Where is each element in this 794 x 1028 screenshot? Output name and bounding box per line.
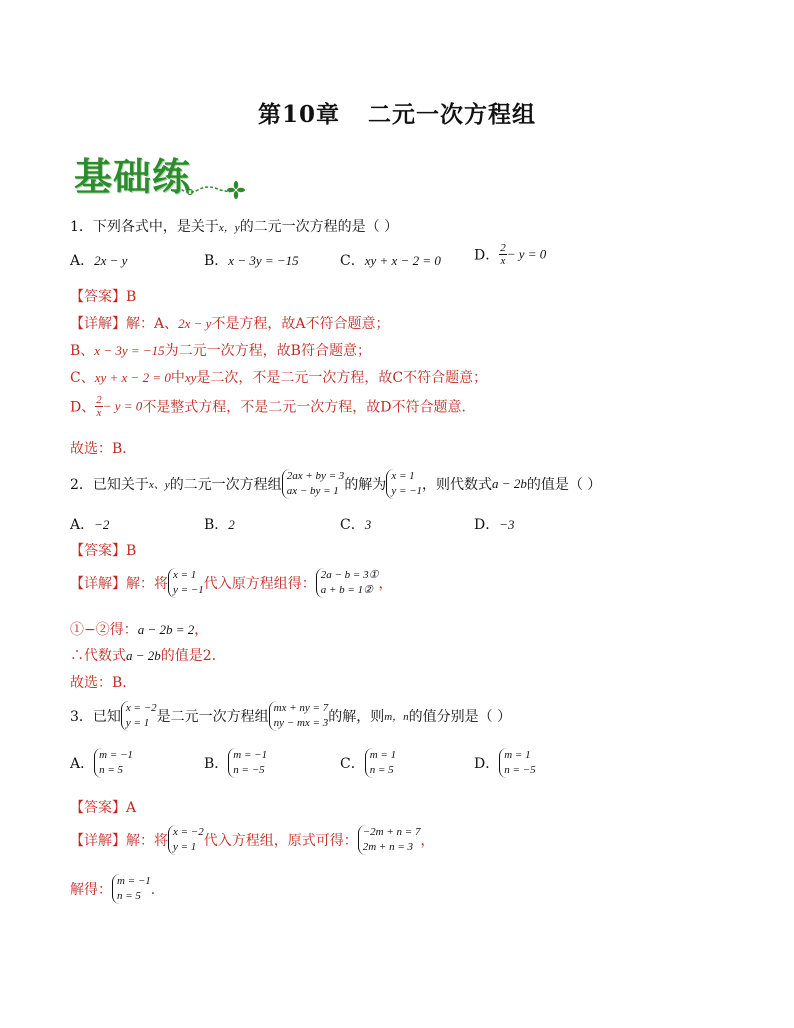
q3-option-b[interactable]: B． m = −1 n = −5: [204, 749, 268, 776]
q2-detail: 【详解】解：将 x = 1 y = −1 代入原方程组得： 2a − b = 3① a + b = 1② ，: [70, 569, 393, 596]
q2-choose: 故选：B．: [70, 675, 137, 691]
q1-detail-b: B、x − 3y = −15为二元一次方程，故B符合题意；: [70, 343, 371, 359]
q1-option-b[interactable]: B．x − 3y = −15: [204, 253, 299, 269]
solution-system: x = 1 y = −1: [386, 469, 422, 499]
vine-decoration-icon: [74, 146, 254, 200]
q2-option-c[interactable]: C．3: [340, 517, 372, 533]
page-title: [0, 96, 794, 129]
q1-option-a[interactable]: A．2x − y: [70, 253, 128, 269]
q3-option-d[interactable]: D． m = 1 n = −5: [474, 749, 536, 776]
q1-stem: 1．下列各式中，是关于x，y的二元一次方程的是（ ）: [70, 219, 399, 235]
q3-answer: 【答案】A: [70, 800, 137, 816]
q1-choose: 故选：B．: [70, 441, 137, 457]
section-badge-label: 基础练: [74, 155, 192, 199]
q1-option-d[interactable]: D． $\frac{2}{x}$ − y = 0: [474, 242, 547, 267]
title-chapter: 第10章: [257, 101, 340, 128]
q1-detail-c: C、xy + x − 2 = 0中xy是二次，不是二元一次方程，故C不符合题意；: [70, 370, 488, 386]
q3-option-a[interactable]: A． m = −1 n = 5: [70, 749, 133, 776]
q1-detail-d: D、 $\frac{2}{x}$ − y = 0不是整式方程，不是二元一次方程，故D不符合题意．: [70, 394, 476, 419]
q2-option-a[interactable]: A．−2: [70, 517, 110, 533]
q2-option-b[interactable]: B．2: [204, 517, 235, 533]
section-badge: [74, 146, 254, 200]
q3-option-c[interactable]: C． m = 1 n = 5: [340, 749, 397, 776]
q2-stem: 2．已知关于x、y的二元一次方程组 2ax + by = 3 ax − by = 1 的解为 x = 1 y = −1 ，则代数式a − 2b的值是（ ）: [70, 470, 602, 497]
fraction: $\frac{2}{x}$: [500, 242, 506, 267]
equation-system: 2ax + by = 3 ax − by = 1: [282, 469, 345, 499]
q3-stem: 3．已知 x = −2 y = 1 是二元一次方程组 mx + ny = 7 ny − mx = 3 的解，则m，n的值分别是（ ）: [70, 702, 512, 729]
q2-step2: ∴代数式a − 2b的值是2．: [70, 648, 226, 664]
q1-answer: 【答案】B: [70, 289, 137, 305]
q3-detail: 【详解】解：将 x = −2 y = 1 代入方程组，原式可得： −2m + n = 7 2m + n = 3 ，: [70, 826, 435, 853]
q1-detail-a: 【详解】解：A、2x − y不是方程，故A不符合题意；: [70, 316, 390, 332]
q2-step1: ①−②得：a − 2b = 2，: [70, 622, 209, 638]
q1-option-c[interactable]: C．xy + x − 2 = 0: [340, 253, 441, 269]
q2-option-d[interactable]: D．−3: [474, 517, 515, 533]
title-main: 二元一次方程组: [368, 101, 536, 128]
q2-answer: 【答案】B: [70, 543, 137, 559]
q3-solve: 解得： m = −1 n = 5 ．: [70, 875, 165, 902]
